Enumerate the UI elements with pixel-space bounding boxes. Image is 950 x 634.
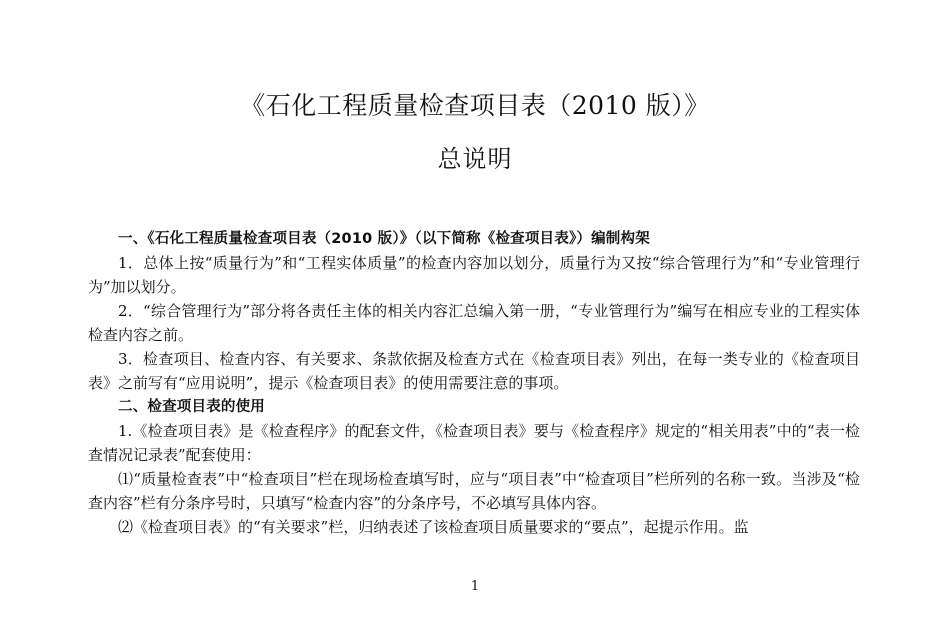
paragraph-1-3: 3．检查项目、检查内容、有关要求、条款依据及检查方式在《检查项目表》列出，在每一类专业的《检查项目表》之前写有“应用说明”，提示《检查项目表》的使用需要注意的事项。 bbox=[88, 350, 860, 392]
paragraph-2-1-1: ⑴“质量检查表”中“检查项目”栏在现场检查填写时，应与“项目表”中“检查项目”栏所列的名称一致。当涉及“检查内容”栏有分条序号时，只填写“检查内容”的分条序号，不必填写具体内容。 bbox=[88, 470, 860, 512]
document-body bbox=[88, 227, 860, 539]
paragraph-2-1-2: ⑵《检查项目表》的“有关要求”栏，归纳表述了该检查项目质量要求的“要点”，起提示作用。监 bbox=[118, 518, 749, 536]
document-subtitle: 总说明 bbox=[437, 145, 513, 173]
paragraph-2-1: 1.《检查项目表》是《检查程序》的配套文件，《检查项目表》要与《检查程序》规定的“相关用表”中的“表一检查情况记录表”配套使用： bbox=[88, 422, 860, 464]
section-heading-2: 二、检查项目表的使用 bbox=[118, 399, 265, 415]
section-heading-1: 一、《石化工程质量检查项目表（2010 版）》（以下简称《检查项目表》）编制构架 bbox=[118, 231, 650, 247]
paragraph-1-1: 1．总体上按“质量行为”和“工程实体质量”的检查内容加以划分，质量行为又按“综合管理行为”和“专业管理行为”加以划分。 bbox=[88, 254, 860, 296]
paragraph-1-2: 2．“综合管理行为”部分将各责任主体的相关内容汇总编入第一册，“专业管理行为”编写在相应专业的工程实体检查内容之前。 bbox=[88, 302, 860, 344]
document-title: 《石化工程质量检查项目表（2010 版）》 bbox=[240, 91, 710, 120]
page-number: 1 bbox=[470, 579, 480, 594]
